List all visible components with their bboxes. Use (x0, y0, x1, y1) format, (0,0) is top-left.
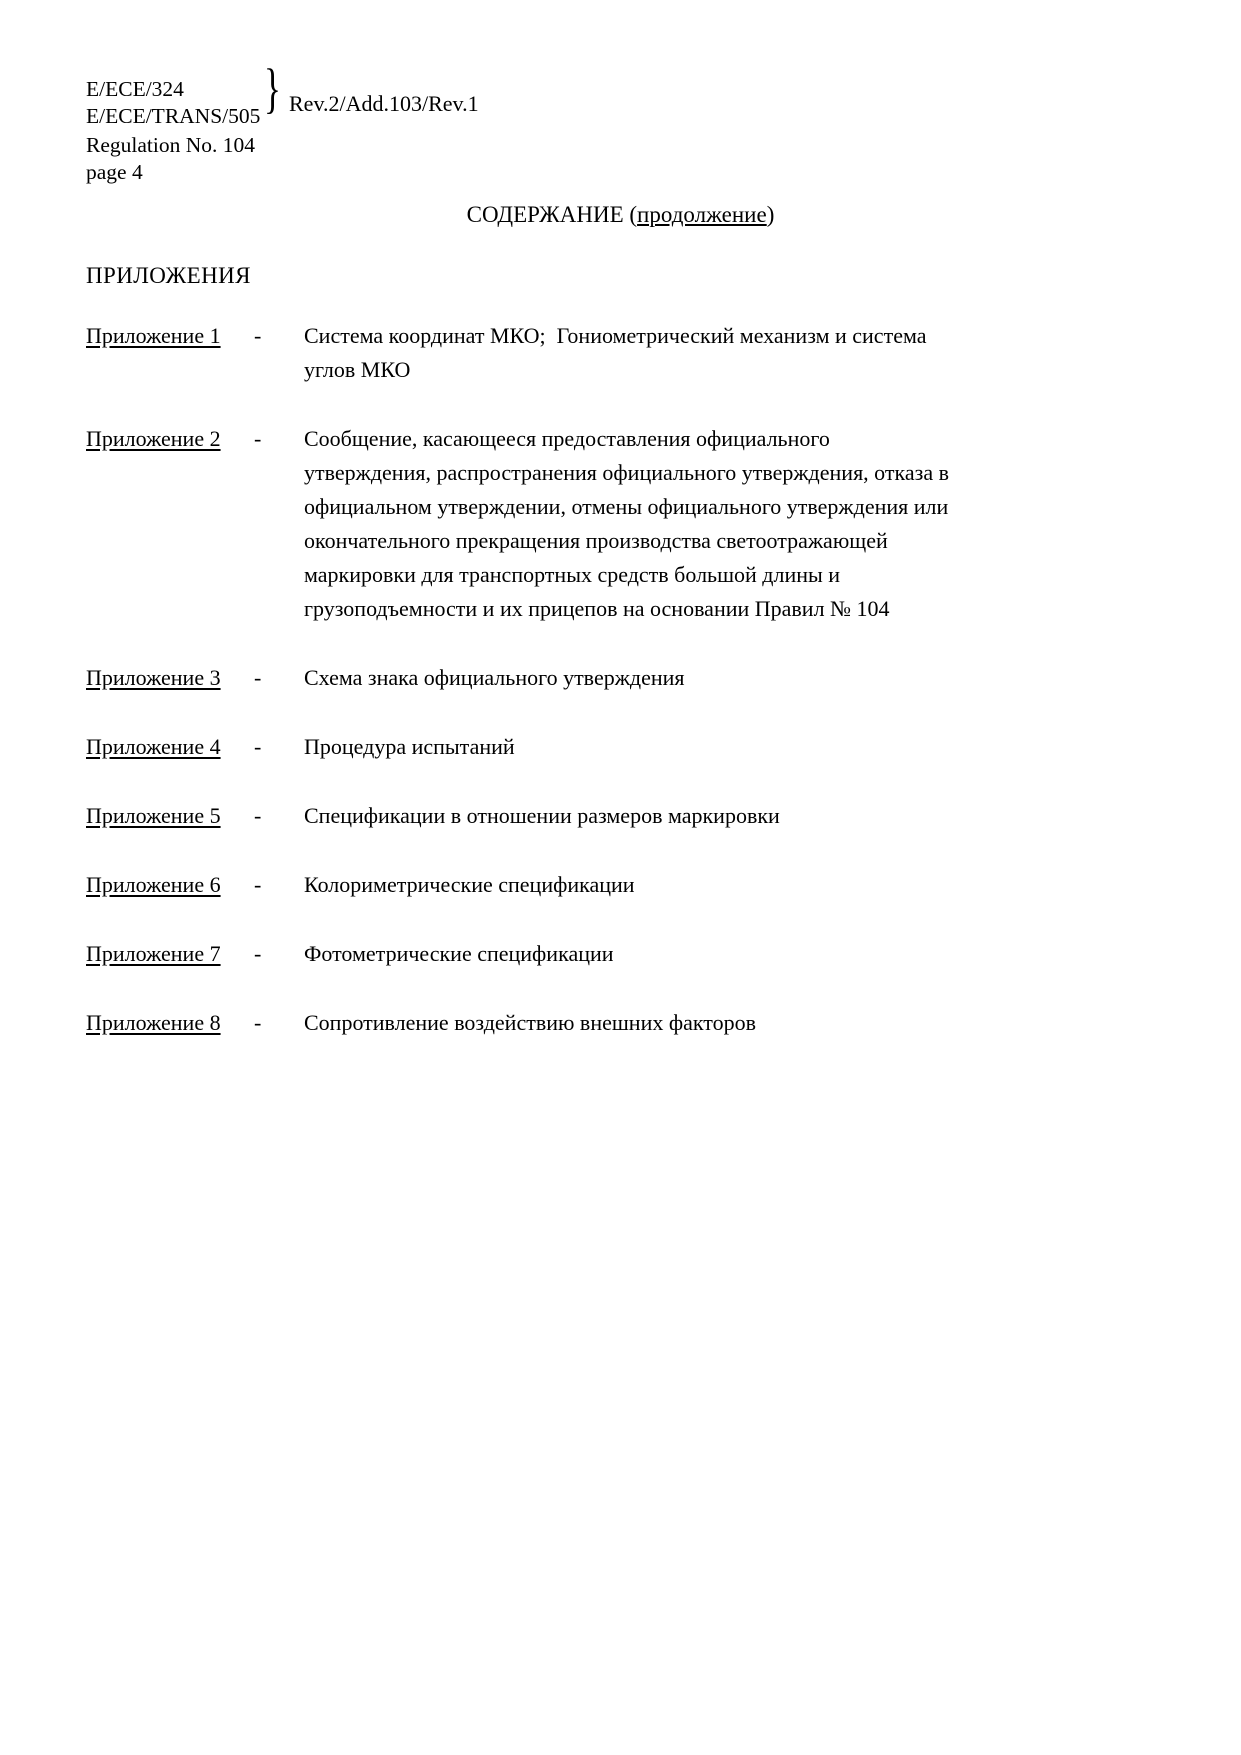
annex-label: Приложение 8 (86, 1010, 221, 1035)
annex-title-line: Колориметрические спецификации (304, 872, 635, 897)
page-title-closing: ) (766, 202, 775, 227)
annex-row (86, 661, 1156, 695)
brace-glyph: } (264, 57, 281, 119)
page-title-main: СОДЕРЖАНИЕ ( (466, 202, 638, 227)
annex-title-line: окончательного прекращения производства светоотражающей (304, 528, 888, 553)
annex-title (304, 319, 1004, 387)
annex-row (86, 937, 1156, 971)
document-reference-line-1: E/ECE/324 (86, 77, 184, 101)
annex-dash: - (254, 941, 262, 966)
annex-label: Приложение 1 (86, 323, 221, 348)
annex-title-line: грузоподъемности и их прицепов на основании Правил № 104 (304, 596, 890, 621)
annex-title-line: Система координат МКО; Гониометрический механизм и система (304, 323, 927, 348)
annex-title (304, 1006, 1004, 1040)
annex-row (86, 1006, 1156, 1040)
document-header (86, 57, 786, 186)
annex-dash: - (254, 872, 262, 897)
annex-title-line: Спецификации в отношении размеров маркировки (304, 803, 780, 828)
annex-title-line: Сообщение, касающееся предоставления официального (304, 426, 830, 451)
annex-title-line: Сопротивление воздействию внешних факторов (304, 1010, 756, 1035)
annex-title-line: утверждения, распространения официального утверждения, отказа в (304, 460, 949, 485)
page-number: page 4 (86, 160, 143, 184)
annex-title (304, 868, 1004, 902)
annex-label: Приложение 4 (86, 734, 221, 759)
annex-title (304, 799, 1004, 833)
annex-row (86, 868, 1156, 902)
annex-row (86, 799, 1156, 833)
annex-row (86, 319, 1156, 387)
annex-label: Приложение 6 (86, 872, 221, 897)
annex-label: Приложение 2 (86, 426, 221, 451)
annex-title-line: Схема знака официального утверждения (304, 665, 685, 690)
annex-title (304, 422, 1004, 626)
document-reference-line-2: E/ECE/TRANS/505 (86, 104, 261, 128)
annex-title-line: маркировки для транспортных средств большой длины и (304, 562, 841, 587)
annex-title-line: углов МКО (304, 357, 411, 382)
annex-dash: - (254, 734, 262, 759)
annex-dash: - (254, 803, 262, 828)
annexes-heading: ПРИЛОЖЕНИЯ (86, 263, 251, 288)
page-title (0, 200, 1241, 230)
annex-dash: - (254, 426, 262, 451)
annex-title-line: Процедура испытаний (304, 734, 515, 759)
annex-label: Приложение 7 (86, 941, 221, 966)
annex-title (304, 661, 1004, 695)
annex-dash: - (254, 665, 262, 690)
document-reference-group (86, 57, 786, 132)
annex-title-line: официальном утверждении, отмены официального утверждения или (304, 494, 949, 519)
annex-dash: - (254, 1010, 262, 1035)
annex-row (86, 422, 1156, 626)
annex-list (86, 319, 1156, 1075)
document-revision: Rev.2/Add.103/Rev.1 (289, 91, 479, 116)
annex-title-line: Фотометрические спецификации (304, 941, 614, 966)
annex-dash: - (254, 323, 262, 348)
annex-label: Приложение 3 (86, 665, 221, 690)
annex-label: Приложение 5 (86, 803, 221, 828)
annex-title (304, 937, 1004, 971)
annex-title (304, 730, 1004, 764)
annex-row (86, 730, 1156, 764)
page-title-continuation: продолжение (637, 202, 767, 227)
regulation-number: Regulation No. 104 (86, 133, 255, 157)
